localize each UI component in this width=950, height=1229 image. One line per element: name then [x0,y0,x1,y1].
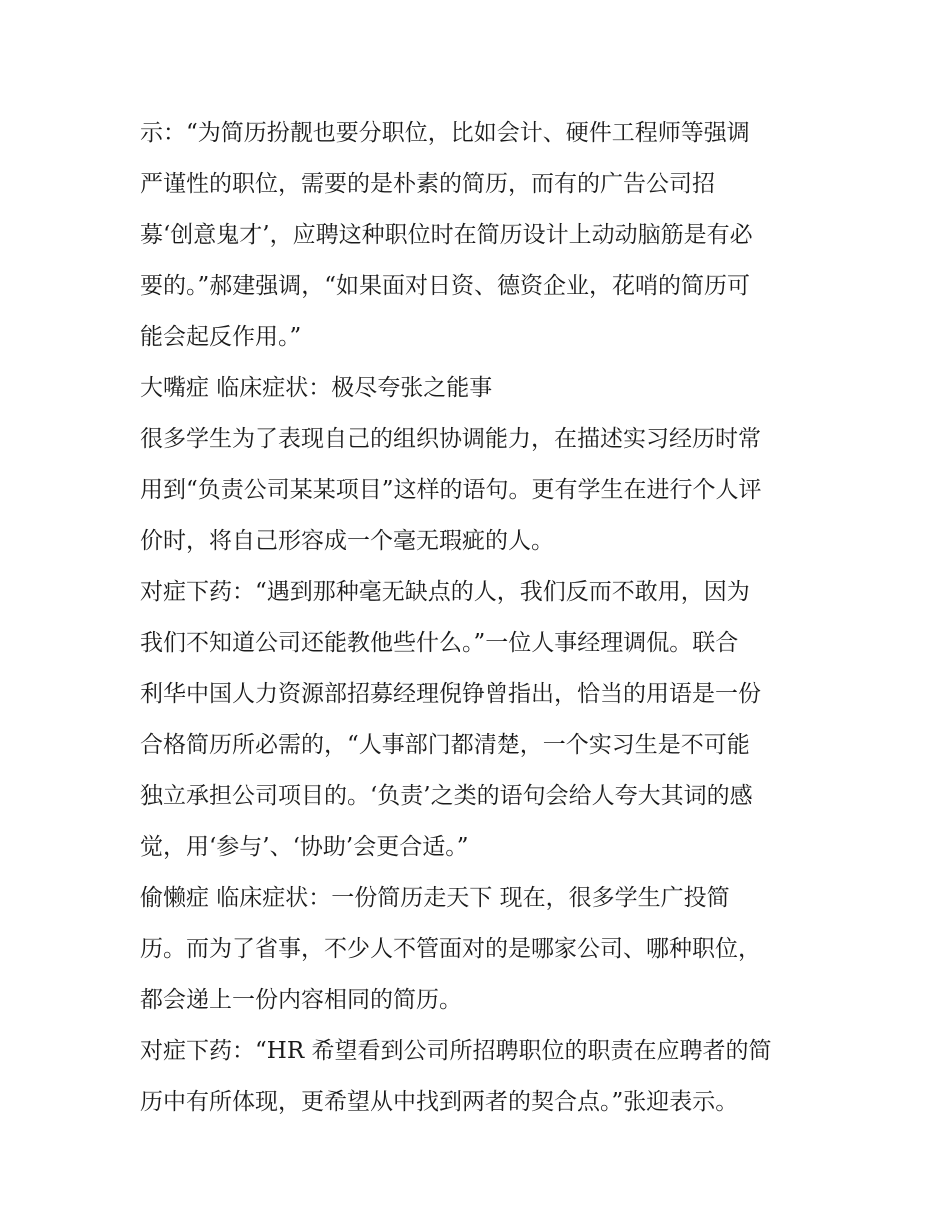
text-line: 历。而为了省事，不少人不管面对的是哪家公司、哪种职位， [140,936,761,962]
text-line: 大嘴症 临床症状：极尽夸张之能事 [140,375,493,401]
text-line: 利华中国人力资源部招募经理倪铮曾指出，恰当的用语是一份 [140,681,761,707]
document-body [140,108,820,1128]
text-line: 用到“负责公司某某项目”这样的语句。更有学生在进行个人评 [140,477,762,503]
section-heading-exaggeration [140,363,820,414]
text-line: 对症下药：“遇到那种毫无缺点的人，我们反而不敢用，因为 [140,579,750,605]
text-line: 对症下药：“HR 希望看到公司所招聘职位的职责在应聘者的简 [140,1038,772,1064]
text-line: 独立承担公司项目的。‘负责’之类的语句会给人夸大其词的感 [140,783,753,809]
text-line: 要的。”郝建强调，“如果面对日资、德资企业，花哨的简历可 [140,273,751,299]
paragraph-resume-design-advice [140,108,820,363]
paragraph-laziness-remedy [140,1026,820,1128]
text-line: 历中有所体现，更希望从中找到两者的契合点。”张迎表示。 [140,1089,739,1115]
text-line: 偷懒症 临床症状：一份简历走天下 现在，很多学生广投简 [140,885,730,911]
text-line: 严谨性的职位，需要的是朴素的简历，而有的广告公司招 [140,171,715,197]
text-line: 觉，用‘参与’、‘协助’会更合适。” [140,834,469,860]
text-line: 能会起反作用。” [140,324,302,350]
text-line: 合格简历所必需的，“人事部门都清楚，一个实习生是不可能 [140,732,750,758]
paragraph-exaggeration-symptoms [140,414,820,567]
text-line: 募‘创意鬼才’，应聘这种职位时在简历设计上动动脑筋是有必 [140,222,753,248]
text-line: 很多学生为了表现自己的组织协调能力，在描述实习经历时常 [140,426,761,452]
text-line: 我们不知道公司还能教他些什么。”一位人事经理调侃。联合 [140,630,739,656]
text-line: 示：“为简历扮靓也要分职位，比如会计、硬件工程师等强调 [140,120,750,146]
paragraph-laziness-symptoms [140,873,820,1026]
text-line: 价时，将自己形容成一个毫无瑕疵的人。 [140,528,554,554]
paragraph-exaggeration-remedy [140,567,820,873]
text-line: 都会递上一份内容相同的简历。 [140,987,462,1013]
